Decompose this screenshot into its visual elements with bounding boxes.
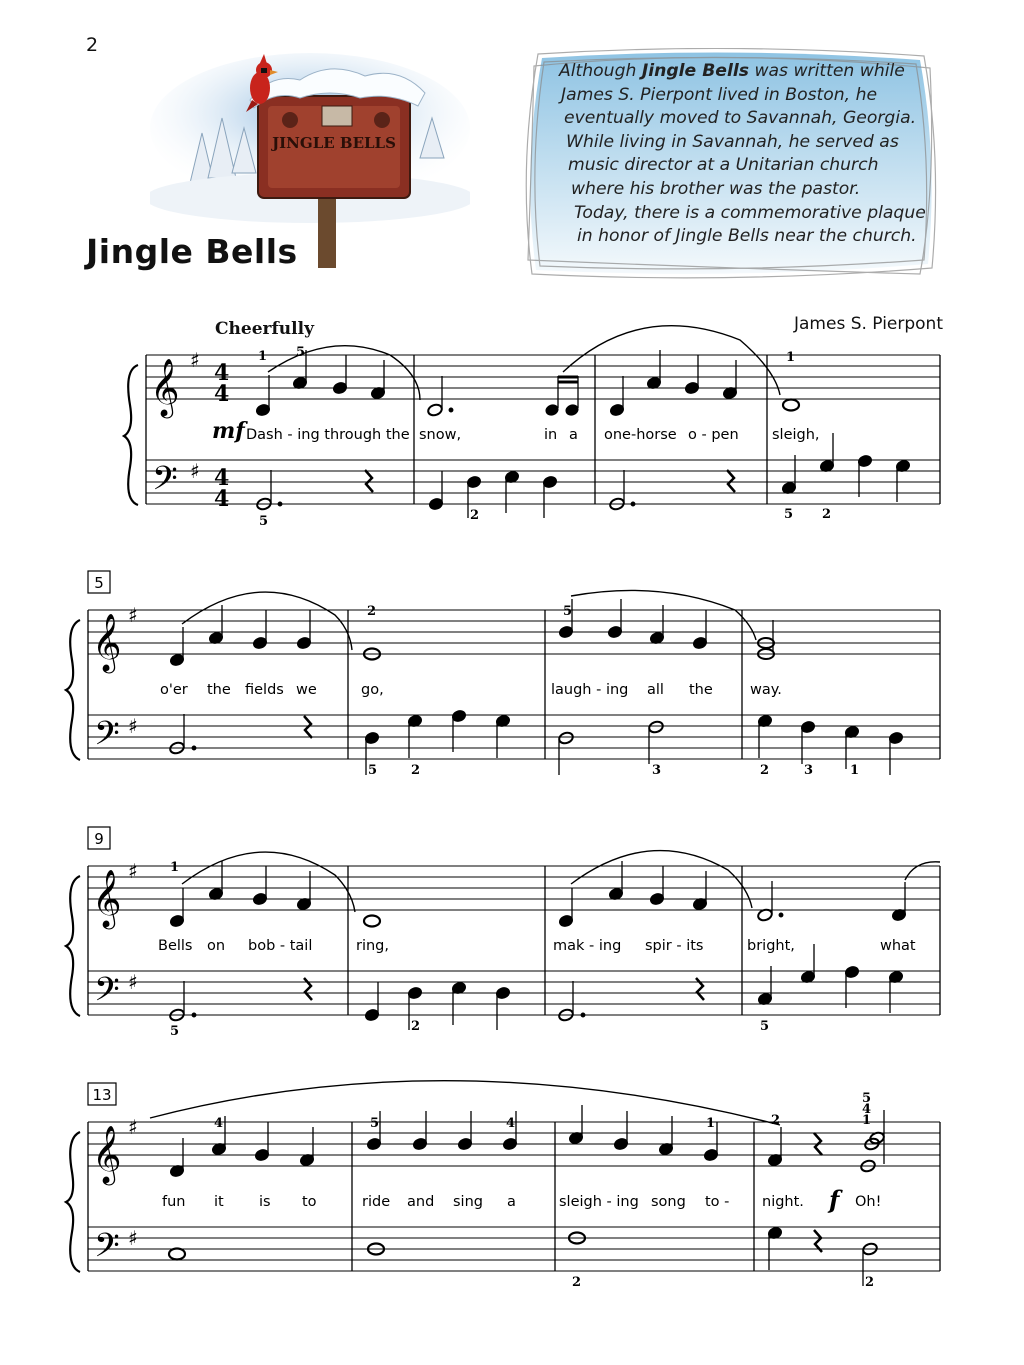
page-number: 2 bbox=[86, 34, 99, 56]
svg-text:Oh!: Oh! bbox=[855, 1194, 882, 1210]
svg-text:2: 2 bbox=[760, 763, 770, 778]
sharp-icon: ♯ bbox=[190, 459, 200, 483]
svg-text:4: 4 bbox=[506, 1116, 516, 1131]
svg-text:5: 5 bbox=[170, 1024, 180, 1039]
svg-text:5: 5 bbox=[259, 514, 269, 529]
sharp-icon: ♯ bbox=[190, 348, 200, 372]
svg-text:spir - its: spir - its bbox=[645, 938, 704, 954]
lyrics-system-1 bbox=[246, 427, 820, 443]
system-2 bbox=[66, 610, 940, 760]
notes-system-4 bbox=[150, 1081, 885, 1286]
svg-text:o'er: o'er bbox=[160, 682, 188, 698]
note-line-7: Today, there is a commemorative plaque bbox=[574, 202, 926, 223]
sign-text: JINGLE BELLS bbox=[272, 134, 396, 152]
note-line-2: James S. Pierpont lived in Boston, he bbox=[561, 84, 878, 105]
lyrics-system-2 bbox=[160, 682, 782, 698]
svg-text:fields: fields bbox=[245, 682, 284, 698]
dynamic-f: f bbox=[829, 1185, 840, 1214]
svg-text:2: 2 bbox=[367, 604, 377, 619]
svg-text:what: what bbox=[880, 938, 916, 954]
svg-text:night.: night. bbox=[762, 1194, 804, 1210]
treble-clef-icon: 𝄞 bbox=[92, 1125, 122, 1183]
svg-text:all: all bbox=[647, 682, 664, 698]
svg-text:go,: go, bbox=[361, 682, 384, 698]
lyrics-system-4 bbox=[162, 1194, 881, 1210]
svg-text:2: 2 bbox=[411, 763, 421, 778]
svg-text:1: 1 bbox=[258, 349, 268, 364]
svg-text:a: a bbox=[569, 427, 578, 443]
measure-number: 5 bbox=[94, 574, 104, 592]
svg-text:Bells: Bells bbox=[158, 938, 193, 954]
svg-text:the: the bbox=[207, 682, 231, 698]
svg-text:1: 1 bbox=[862, 1113, 872, 1128]
note-line-6: where his brother was the pastor. bbox=[571, 178, 861, 199]
sharp-icon: ♯ bbox=[128, 970, 138, 994]
svg-text:2: 2 bbox=[470, 508, 480, 523]
svg-text:o - pen: o - pen bbox=[688, 427, 739, 443]
svg-text:it: it bbox=[214, 1194, 224, 1210]
svg-text:way.: way. bbox=[750, 682, 782, 698]
svg-text:ride: ride bbox=[362, 1194, 391, 1210]
brace bbox=[124, 365, 138, 505]
sharp-icon: ♯ bbox=[128, 714, 138, 738]
svg-text:we: we bbox=[296, 682, 317, 698]
page-title: Jingle Bells bbox=[86, 232, 298, 271]
bass-clef-icon: 𝄢 bbox=[94, 1227, 120, 1273]
svg-text:4: 4 bbox=[214, 1116, 224, 1131]
svg-text:sing: sing bbox=[453, 1194, 483, 1210]
svg-text:in: in bbox=[544, 427, 558, 443]
svg-text:1: 1 bbox=[786, 350, 796, 365]
note-line-3: eventually moved to Savannah, Georgia. bbox=[564, 108, 917, 129]
measure-number: 13 bbox=[92, 1086, 112, 1104]
svg-text:2: 2 bbox=[865, 1275, 875, 1290]
treble-clef-icon: 𝄞 bbox=[92, 869, 122, 927]
svg-text:5: 5 bbox=[784, 507, 794, 522]
svg-text:bob - tail: bob - tail bbox=[248, 938, 313, 954]
svg-text:bright,: bright, bbox=[747, 938, 795, 954]
svg-text:and: and bbox=[407, 1194, 435, 1210]
svg-text:5: 5 bbox=[368, 763, 378, 778]
sharp-icon: ♯ bbox=[128, 603, 138, 627]
svg-text:3: 3 bbox=[652, 763, 662, 778]
lyrics-system-3 bbox=[158, 938, 916, 954]
note-line-4: While living in Savannah, he served as bbox=[566, 131, 899, 152]
svg-text:5: 5 bbox=[296, 345, 306, 360]
time-signature-bottom: 4 bbox=[214, 381, 230, 407]
svg-text:is: is bbox=[259, 1194, 271, 1210]
svg-text:5: 5 bbox=[563, 604, 573, 619]
note-line-1: Although Jingle Bells was written while bbox=[559, 61, 905, 81]
bass-clef-icon: 𝄢 bbox=[94, 715, 120, 761]
svg-text:to: to bbox=[302, 1194, 317, 1210]
svg-text:on: on bbox=[207, 938, 226, 954]
svg-text:1: 1 bbox=[170, 860, 180, 875]
svg-text:ring,: ring, bbox=[356, 938, 389, 954]
composer: James S. Pierpont bbox=[794, 314, 943, 334]
svg-text:2: 2 bbox=[822, 507, 832, 522]
svg-text:song: song bbox=[651, 1194, 686, 1210]
tempo-marking: Cheerfully bbox=[215, 319, 314, 339]
svg-text:3: 3 bbox=[804, 763, 814, 778]
sharp-icon: ♯ bbox=[128, 859, 138, 883]
time-signature-top: 4 bbox=[214, 465, 230, 491]
svg-text:Dash - ing through the: Dash - ing through the bbox=[246, 427, 410, 443]
sharp-icon: ♯ bbox=[128, 1115, 138, 1139]
svg-text:5: 5 bbox=[862, 1091, 872, 1106]
svg-text:2: 2 bbox=[411, 1019, 421, 1034]
dynamic-mf: mf bbox=[212, 418, 245, 444]
svg-text:to -: to - bbox=[705, 1194, 730, 1210]
svg-text:2: 2 bbox=[572, 1275, 582, 1290]
svg-text:mak - ing: mak - ing bbox=[553, 938, 622, 954]
treble-clef-icon: 𝄞 bbox=[150, 358, 180, 416]
svg-text:sleigh - ing: sleigh - ing bbox=[559, 1194, 639, 1210]
svg-text:snow,: snow, bbox=[419, 427, 462, 443]
svg-text:5: 5 bbox=[760, 1019, 770, 1034]
svg-text:the: the bbox=[689, 682, 713, 698]
svg-text:fun: fun bbox=[162, 1194, 186, 1210]
svg-text:1: 1 bbox=[850, 763, 860, 778]
bass-clef-icon: 𝄢 bbox=[94, 971, 120, 1017]
measure-number: 9 bbox=[94, 830, 104, 848]
svg-text:5: 5 bbox=[370, 1116, 380, 1131]
svg-text:laugh - ing: laugh - ing bbox=[551, 682, 629, 698]
svg-text:4: 4 bbox=[862, 1102, 872, 1117]
svg-text:one-horse: one-horse bbox=[604, 427, 677, 443]
bass-clef-icon: 𝄢 bbox=[152, 460, 178, 506]
treble-clef-icon: 𝄞 bbox=[92, 613, 122, 671]
sharp-icon: ♯ bbox=[128, 1226, 138, 1250]
time-signature-bottom: 4 bbox=[214, 486, 230, 512]
note-line-8: in honor of Jingle Bells near the church. bbox=[577, 226, 917, 247]
svg-text:2: 2 bbox=[771, 1113, 781, 1128]
svg-text:sleigh,: sleigh, bbox=[772, 427, 820, 443]
svg-text:a: a bbox=[507, 1194, 516, 1210]
svg-text:1: 1 bbox=[706, 1116, 716, 1131]
note-line-5: music director at a Unitarian church bbox=[568, 155, 879, 176]
time-signature-top: 4 bbox=[214, 360, 230, 386]
